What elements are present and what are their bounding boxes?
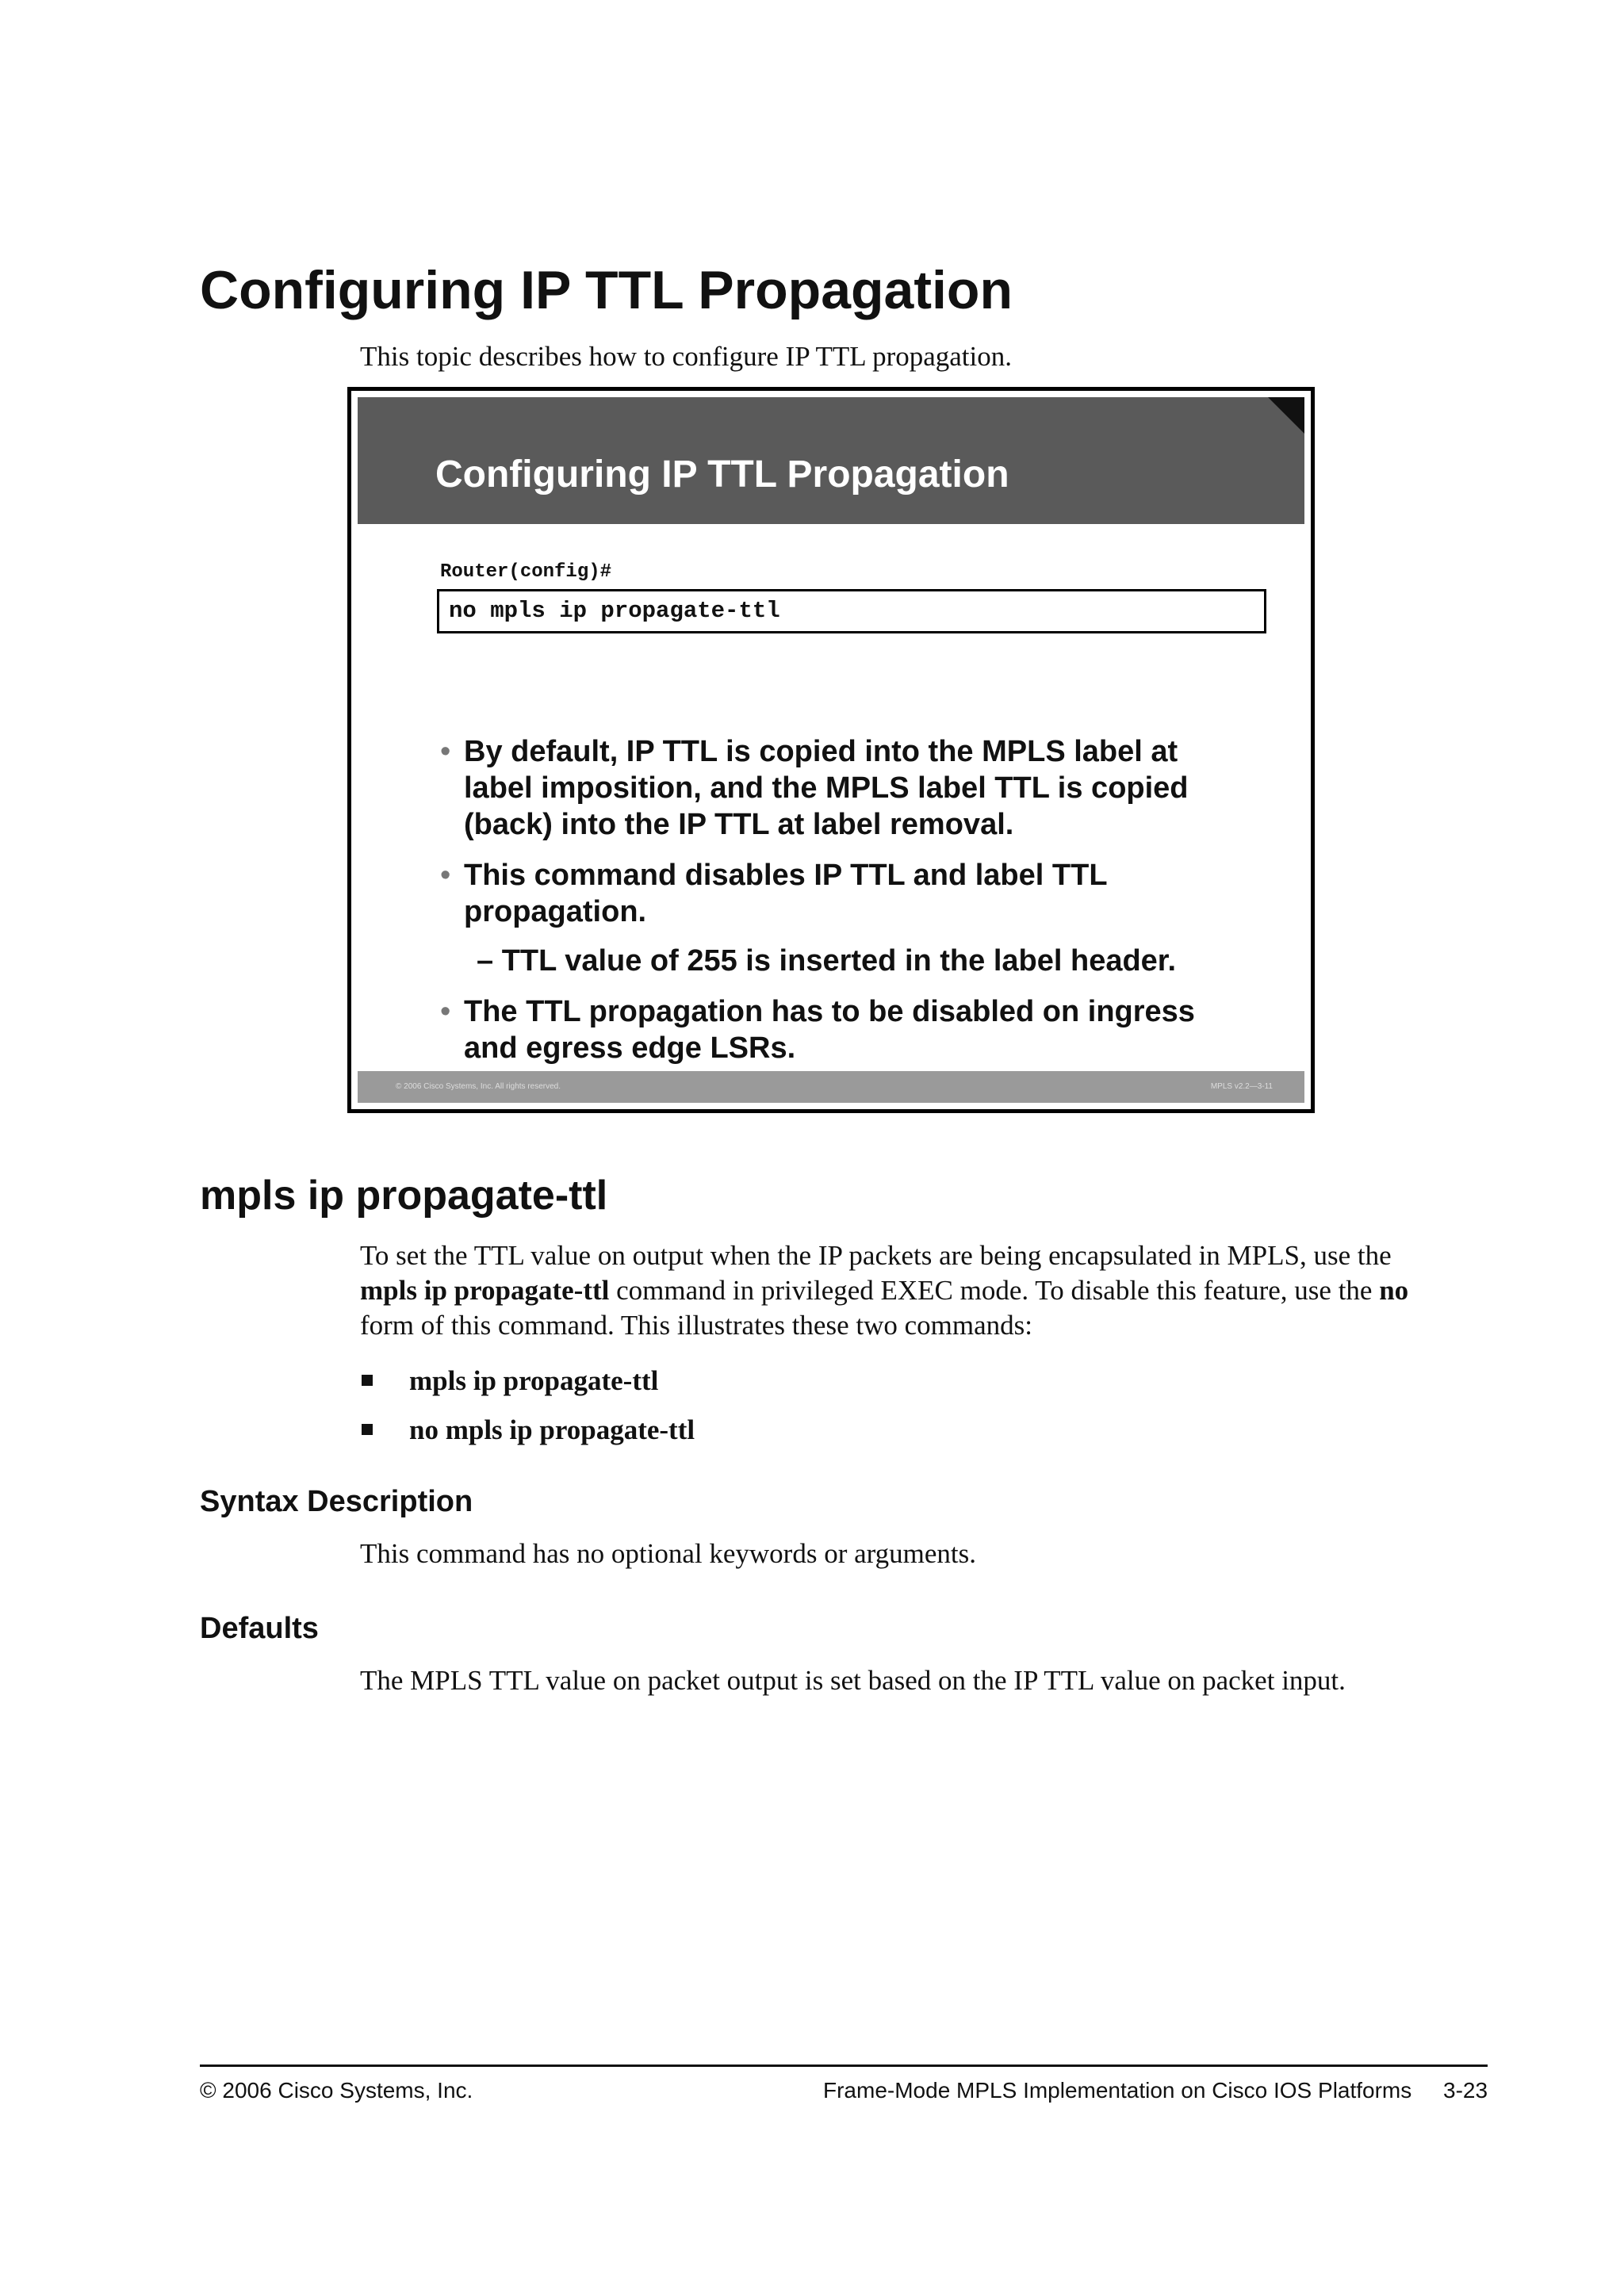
bullet-dot: • [440, 735, 451, 768]
section-paragraph [360, 1238, 1486, 1343]
slide-title: Configuring IP TTL Propagation [435, 453, 1009, 496]
bullet-dot: • [440, 995, 451, 1028]
slide-bullet-line: By default, IP TTL is copied into the MPLS label at [464, 735, 1178, 768]
square-bullet-icon [362, 1375, 373, 1386]
paragraph-line [360, 1238, 1486, 1273]
square-bullet-icon [362, 1424, 373, 1435]
section-heading: mpls ip propagate-ttl [200, 1173, 608, 1219]
slide-sub-bullet: – TTL value of 255 is inserted in the label header. [477, 944, 1177, 978]
command-label: mpls ip propagate-ttl [409, 1365, 659, 1396]
slide-footer-bar [358, 1071, 1304, 1103]
slide-bullet-line: propagation. [464, 895, 647, 928]
page-title: Configuring IP TTL Propagation [200, 260, 1013, 320]
paragraph-text: form of this command. This illustrates these two commands: [360, 1310, 1032, 1341]
syntax-heading: Syntax Description [200, 1485, 473, 1518]
command-box: no mpls ip propagate-ttl [437, 589, 1266, 633]
defaults-heading: Defaults [200, 1612, 319, 1645]
paragraph-line [360, 1308, 1486, 1343]
page-number: 3-23 [1443, 2078, 1488, 2103]
slide-copyright: © 2006 Cisco Systems, Inc. All rights reserved. [396, 1082, 561, 1091]
paragraph-line [360, 1273, 1486, 1308]
slide-image [347, 387, 1315, 1113]
footer-divider [200, 2064, 1488, 2067]
slide-bullet-line: label imposition, and the MPLS label TTL is copied [464, 771, 1189, 805]
slide-bullet-line: (back) into the IP TTL at label removal. [464, 808, 1014, 841]
slide-header-bar [358, 397, 1304, 524]
slide-bullet-line: This command disables IP TTL and label TTL [464, 859, 1108, 892]
footer-title: Frame-Mode MPLS Implementation on Cisco IOS Platforms [823, 2078, 1412, 2103]
syntax-text: This command has no optional keywords or arguments. [360, 1538, 977, 1569]
intro-text: This topic describes how to configure IP TTL propagation. [360, 341, 1012, 372]
slide-corner-triangle [1268, 397, 1304, 434]
defaults-text: The MPLS TTL value on packet output is set based on the IP TTL value on packet input. [360, 1665, 1346, 1696]
bullet-dot: • [440, 859, 451, 892]
inline-keyword: no [1379, 1275, 1409, 1306]
paragraph-text: To set the TTL value on output when the IP packets are being encapsulated in MPLS, use the [360, 1240, 1392, 1271]
footer-copyright: © 2006 Cisco Systems, Inc. [200, 2078, 473, 2103]
paragraph-text: command in privileged EXEC mode. To disable this feature, use the [609, 1275, 1380, 1306]
inline-command: mpls ip propagate-ttl [360, 1275, 610, 1306]
router-prompt: Router(config)# [440, 561, 612, 583]
slide-code: MPLS v2.2—3-11 [1210, 1082, 1273, 1091]
slide-bullet-line: The TTL propagation has to be disabled on ingress [464, 995, 1195, 1028]
command-label: no mpls ip propagate-ttl [409, 1414, 695, 1445]
slide-bullet-line: and egress edge LSRs. [464, 1031, 796, 1065]
